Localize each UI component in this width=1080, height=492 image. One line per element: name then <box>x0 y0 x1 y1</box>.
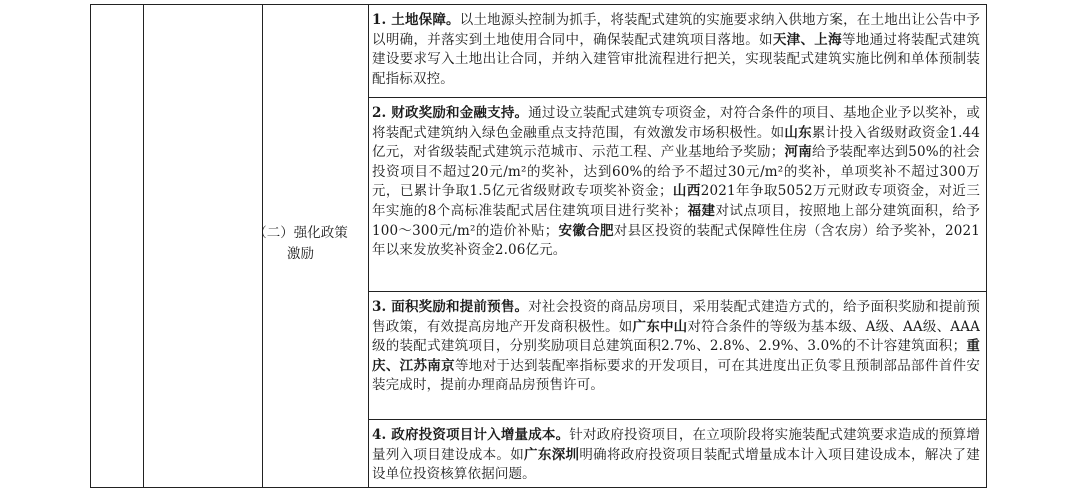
row-divider <box>368 419 986 420</box>
column-divider <box>143 5 144 487</box>
item-title: 1. 土地保障。 <box>372 12 460 28</box>
row-divider <box>368 291 986 292</box>
policy-item-3: 3. 面积奖励和提前预售。对社会投资的商品房项目，采用装配式建造方式的，给予面积奖励和提前预售政策，有效提高房地产开发商积极性。如广东中山对符合条件的等级为基本级、A级、AA级、AAA级的装配式建筑项目，分别奖励项目总建筑面积2.7%、2.8%、2.9%、3.0%的不计容建筑面积；重庆、江苏南京等地对于达到装配率指标要求的开发项目，可在其进度出正负零且预制部品部件首件安装完成时，提前办理商品房预售许可。 <box>372 299 980 394</box>
item-title: 2. 财政奖励和金融支持。 <box>372 105 529 121</box>
column-divider <box>368 5 369 487</box>
category-label-line1: （二）强化政策 <box>253 225 348 241</box>
policy-table <box>90 4 987 488</box>
policy-item-4: 4. 政府投资项目计入增量成本。针对政府投资项目，在立项阶段将实施装配式建筑要求造成的预算增量列入项目建设成本。如广东深圳明确将政府投资项目装配式增量成本计入项目建设成本，解决了建设单位投资核算依据问题。 <box>372 427 980 483</box>
row-divider <box>368 97 986 98</box>
item-title: 3. 面积奖励和提前预售。 <box>372 299 529 315</box>
item-title: 4. 政府投资项目计入增量成本。 <box>372 427 570 443</box>
policy-item-2: 2. 财政奖励和金融支持。通过设立装配式建筑专项资金，对符合条件的项目、基地企业予以奖补，或将装配式建筑纳入绿色金融重点支持范围，有效激发市场积极性。如山东累计投入省级财政资金1.44亿元，对省级装配式建筑示范城市、示范工程、产业基地给予奖励；河南给予装配率达到50%的社会投资项目不超过20元/m²的奖补，达到60%的给予不超过30元/m²的奖补，单项奖补不超过300万元，已累计争取1.5亿元省级财政专项奖补资金；山西2021年争取5052万元财政专项资金，对近三年实施的8个高标准装配式居住建筑项目进行奖补；福建对试点项目，按照地上部分建筑面积，给予100～300元/m²的造价补贴；安徽合肥对县区投资的装配式保障性住房（含农房）给予奖补，2021年以来发放奖补资金2.06亿元。 <box>372 105 980 259</box>
policy-item-1: 1. 土地保障。以土地源头控制为抓手，将装配式建筑的实施要求纳入供地方案，在土地出让公告中予以明确，并落实到土地使用合同中，确保装配式建筑项目落地。如天津、上海等地通过将装配式建筑建设要求写入土地出让合同，并纳入建管审批流程进行把关，实现装配式建筑实施比例和单体预制装配指标双控。 <box>372 12 980 87</box>
category-label-line2: 激励 <box>287 246 314 262</box>
category-cell <box>234 223 367 265</box>
